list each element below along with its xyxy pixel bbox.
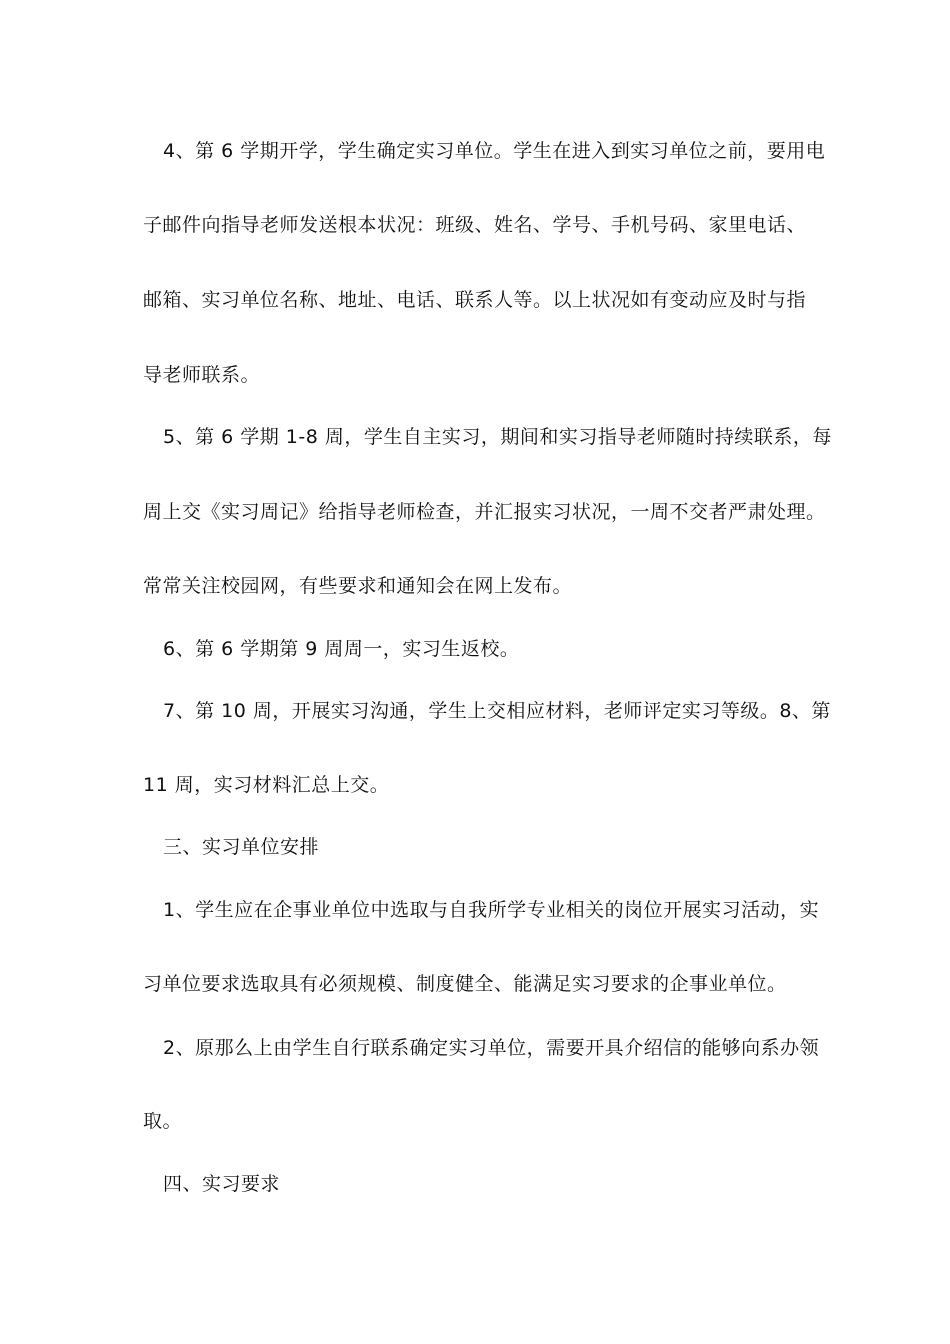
text-line: 子邮件向指导老师发送根本状况：班级、姓名、学号、手机号码、家里电话、 [143, 214, 807, 236]
text-line: 常常关注校园网，有些要求和通知会在网上发布。 [143, 575, 573, 597]
text-line: 取。 [143, 1110, 183, 1132]
text-line: 5、第 6 学期 1-8 周，学生自主实习，期间和实习指导老师随时持续联系，每 [163, 426, 832, 448]
text-line: 1、学生应在企事业单位中选取与自我所学专业相关的岗位开展实习活动，实 [163, 899, 820, 921]
section-heading: 三、实习单位安排 [163, 836, 320, 858]
text-line: 习单位要求选取具有必须规模、制度健全、能满足实习要求的企事业单位。 [143, 973, 787, 995]
text-line: 4、第 6 学期开学，学生确定实习单位。学生在进入到实习单位之前，要用电 [163, 140, 826, 162]
text-line: 7、第 10 周，开展实习沟通，学生上交相应材料，老师评定实习等级。8、第 [163, 700, 831, 722]
text-line: 11 周，实习材料汇总上交。 [143, 774, 390, 796]
text-line: 6、第 6 学期第 9 周周一，实习生返校。 [163, 638, 520, 660]
text-line: 周上交《实习周记》给指导老师检查，并汇报实习状况，一周不交者严肃处理。 [143, 501, 826, 523]
text-line: 导老师联系。 [143, 364, 261, 386]
text-line: 邮箱、实习单位名称、地址、电话、联系人等。以上状况如有变动应及时与指 [143, 289, 807, 311]
text-line: 2、原那么上由学生自行联系确定实习单位，需要开具介绍信的能够向系办领 [163, 1037, 820, 1059]
section-heading: 四、实习要求 [163, 1173, 281, 1195]
